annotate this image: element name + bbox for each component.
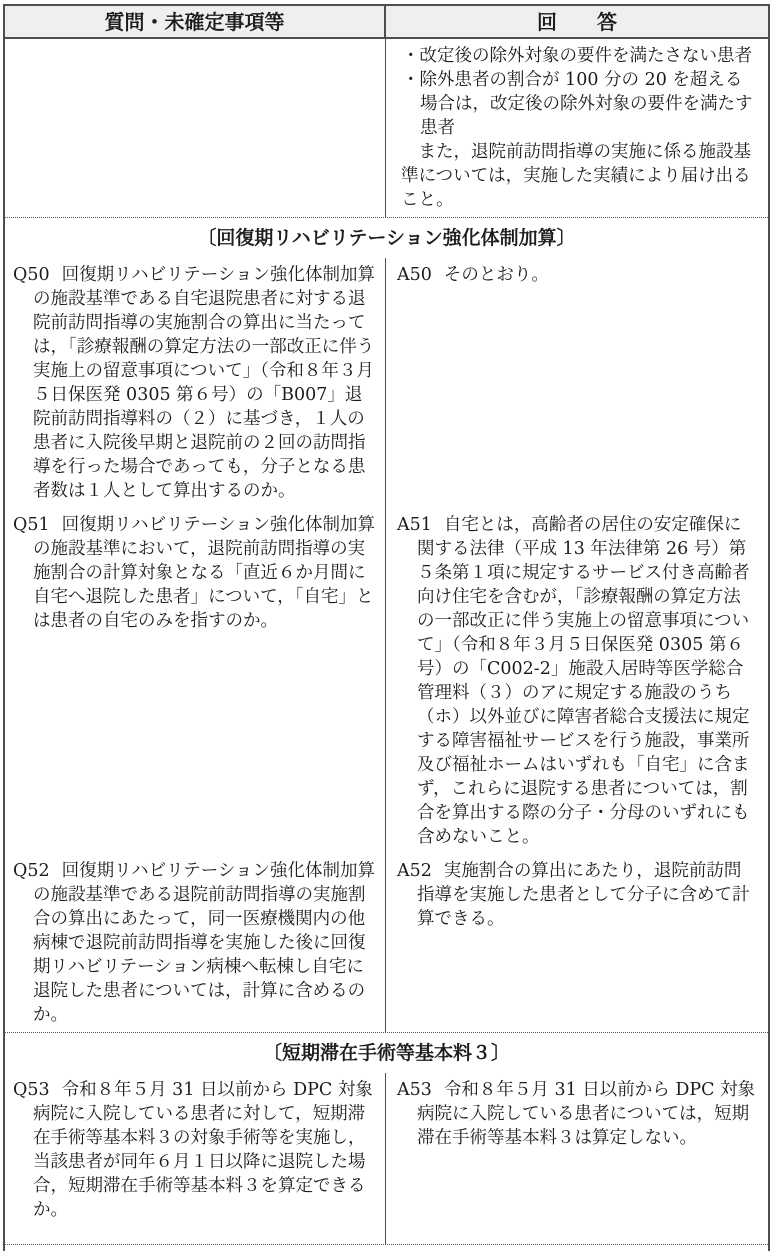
section-header-short-stay-surgery: 〔短期滞在手術等基本料３〕	[5, 1032, 768, 1073]
answer-column-header: 回 答	[537, 9, 617, 34]
answer-id: A53	[397, 1080, 432, 1100]
question-id: Q50	[13, 265, 50, 285]
answer-paragraph	[397, 1078, 758, 1150]
question-paragraph	[13, 263, 377, 503]
answer-paragraph	[397, 859, 758, 931]
question-id: Q51	[13, 515, 50, 535]
question-cell	[5, 854, 386, 1032]
question-cell	[5, 1073, 386, 1244]
question-cell-empty	[5, 39, 386, 217]
question-cell	[5, 258, 386, 508]
section-header-rehabilitation: 〔回復期リハビリテーション強化体制加算〕	[5, 217, 768, 258]
question-text: 回復期リハビリテーション強化体制加算の施設基準において，退院前訪問指導の実施割合の計算対象となる「直近６か月間に自宅へ退院した患者」について，「自宅」とは患者の自宅のみを指すのか。	[33, 515, 376, 631]
answer-paragraph	[397, 263, 758, 287]
question-text: 回復期リハビリテーション強化体制加算の施設基準である退院前訪問指導の実施割合の算出にあたって，同一医療機関内の他病棟で退院前訪問指導を実施した後に回復期リハビリテーション病棟へ転棟し自宅に退院した患者については，計算に含めるのか。	[33, 861, 376, 1025]
answer-text: そのとおり。	[443, 265, 549, 285]
answer-note: また，退院前訪問指導の実施に係る施設基準については，実施した実績により届け出ること。	[401, 142, 751, 210]
qa-row-q50	[5, 258, 768, 508]
answer-cell	[386, 1073, 768, 1244]
answer-cell	[386, 258, 768, 508]
answer-bullet-item: ・除外患者の割合が 100 分の 20 を超える場合は，改定後の除外対象の要件を満たす患者	[402, 70, 753, 138]
question-cell	[5, 508, 386, 854]
answer-id: A52	[397, 861, 432, 881]
answer-id: A51	[397, 515, 432, 535]
qa-row-continuation	[5, 39, 768, 217]
question-paragraph	[13, 859, 377, 1027]
qa-row-q51	[5, 508, 768, 854]
answer-text: 実施割合の算出にあたり，退院前訪問指導を実施した患者として分子に含めて計算できる。	[417, 861, 750, 929]
question-column-header: 質問・未確定事項等	[5, 6, 386, 37]
qa-row-q53	[5, 1073, 768, 1244]
question-paragraph	[13, 1078, 377, 1222]
answer-cell	[386, 39, 768, 217]
question-paragraph	[13, 513, 377, 633]
page-break-dotted-rule	[5, 1244, 768, 1251]
answer-bullet-item: ・改定後の除外対象の要件を満たさない患者	[402, 46, 752, 66]
answer-paragraph	[397, 513, 758, 849]
question-text: 回復期リハビリテーション強化体制加算の施設基準である自宅退院患者に対する退院前訪問指導の実施割合の算出に当たっては，「診療報酬の算定方法の一部改正に伴う実施上の留意事項について」（令和８年３月５日保医発 0305 第６号）の「B007」退院前訪問指導料の（２）に基づき，１人の患者に入院後早期と退院前の２回の訪問指導を行った場合であっても，分子となる患者数は１人として算出するのか。	[33, 265, 376, 501]
question-id: Q53	[13, 1080, 50, 1100]
answer-text: 令和８年５月 31 日以前から DPC 対象病院に入院している患者については，短期滞在手術等基本料３は算定しない。	[417, 1080, 756, 1148]
question-id: Q52	[13, 861, 50, 881]
question-text: 令和８年５月 31 日以前から DPC 対象病院に入院している患者に対して，短期滞在手術等基本料３の対象手術等を実施し，当該患者が同年６月１日以降に退院した場合，短期滞在手術等基本料３を算定できるか。	[33, 1080, 373, 1220]
table-header-row	[5, 6, 768, 39]
qa-table	[3, 4, 770, 1251]
answer-text: 自宅とは，高齢者の居住の安定確保に関する法律（平成 13 年法律第 26 号）第５条第１項に規定するサービス付き高齢者向け住宅を含むが，「診療報酬の算定方法の一部改正に伴う実施上の留意事項について」（令和８年３月５日保医発 0305 第６号）の「C002-2」施設入居時等医学総合管理料（３）のアに規定する施設のうち（ホ）以外並びに障害者総合支援法に規定する障害福祉サービスを行う施設，事業所及び福祉ホームはいずれも「自宅」に含まず，これらに退院する患者については，割合を算出する際の分子・分母のいずれにも含めないこと。	[417, 515, 750, 847]
answer-cell	[386, 508, 768, 854]
answer-cell	[386, 854, 768, 1032]
qa-row-q52	[5, 854, 768, 1032]
answer-id: A50	[397, 265, 432, 285]
